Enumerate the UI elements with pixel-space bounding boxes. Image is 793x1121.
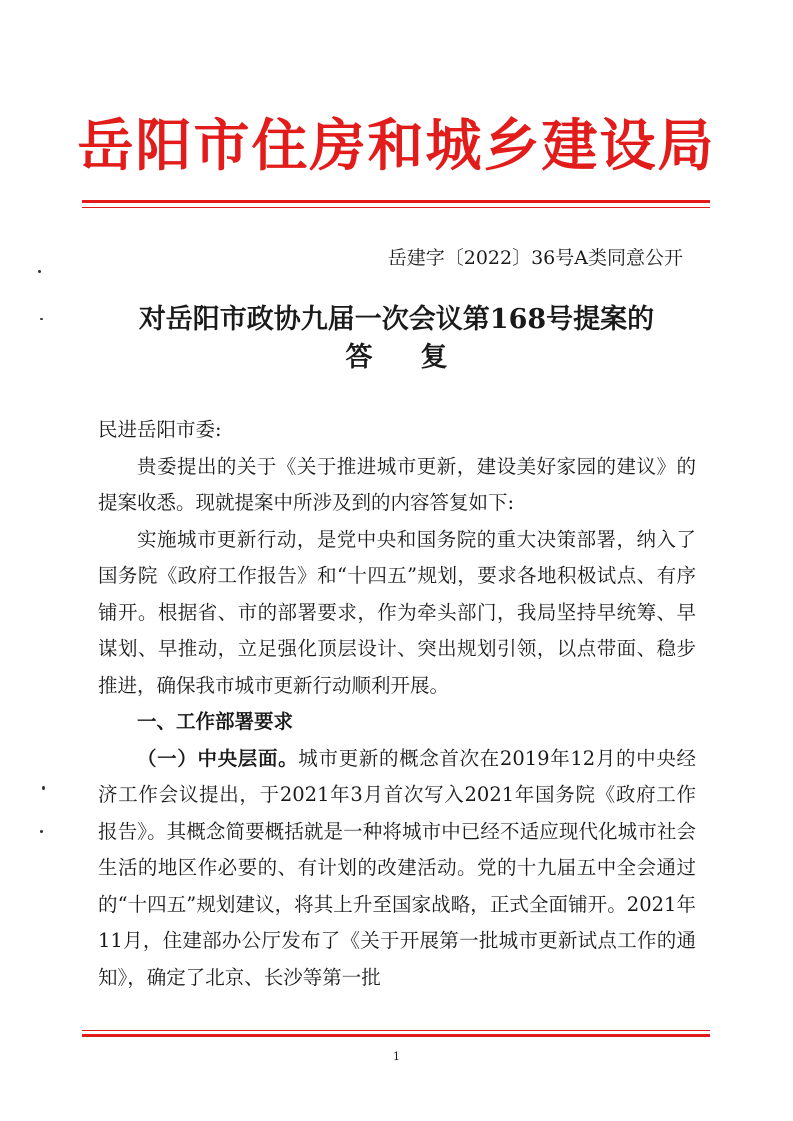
- paragraph-1: 贵委提出的关于《关于推进城市更新，建设美好家园的建议》的提案收悉。现就提案中所涉及到的内容答复如下:: [98, 454, 696, 514]
- footer-red-rule-thin: [82, 1030, 710, 1031]
- salutation: 民进岳阳市委:: [98, 418, 222, 441]
- header-red-rule-thin: [82, 207, 710, 208]
- page-number: 1: [393, 1050, 400, 1063]
- scan-speck: [38, 270, 41, 273]
- document-title-line1: 对岳阳市政协九届一次会议第168号提案的: [138, 304, 655, 335]
- scan-speck: [40, 318, 43, 320]
- organization-header: 岳阳市住房和城乡建设局: [77, 114, 716, 179]
- subsection-heading: （一）中央层面。: [137, 746, 299, 770]
- paragraph-3: [98, 741, 696, 997]
- section-heading-1: 一、工作部署要求: [137, 710, 294, 733]
- paragraph-2: 实施城市更新行动，是党中央和国务院的重大决策部署，纳入了国务院《政府工作报告》和“十四五”规划，要求各地积极试点、有序铺开。根据省、市的部署要求，作为牵头部门，我局坚持早统筹、早谋划、早推动，立足强化顶层设计、突出规划引领，以点带面、稳步推进，确保我市城市更新行动顺利开展。: [98, 527, 696, 697]
- footer-red-rule-thick: [82, 1034, 710, 1037]
- header-red-rule-thick: [82, 200, 710, 203]
- scan-speck: [40, 830, 43, 833]
- scan-speck: [42, 786, 45, 790]
- document-number: 岳建字〔2022〕36号A类同意公开: [387, 247, 683, 269]
- document-title-line2: 答复: [345, 342, 496, 373]
- document-body: [98, 412, 696, 996]
- subsection-text: 城市更新的概念首次在2019年12月的中央经济工作会议提出，于2021年3月首次写入2021年国务院《政府工作报告》。其概念简要概括就是一种将城市中已经不适应现代化城市社会生活的地区作必要的、有计划的改建活动。党的十九届五中全会通过的“十四五”规划建议，将其上升至国家战略，正式全面铺开。2021年11月，住建部办公厅发布了《关于开展第一批城市更新试点工作的通知》，确定了北京、长沙等第一批: [98, 746, 696, 989]
